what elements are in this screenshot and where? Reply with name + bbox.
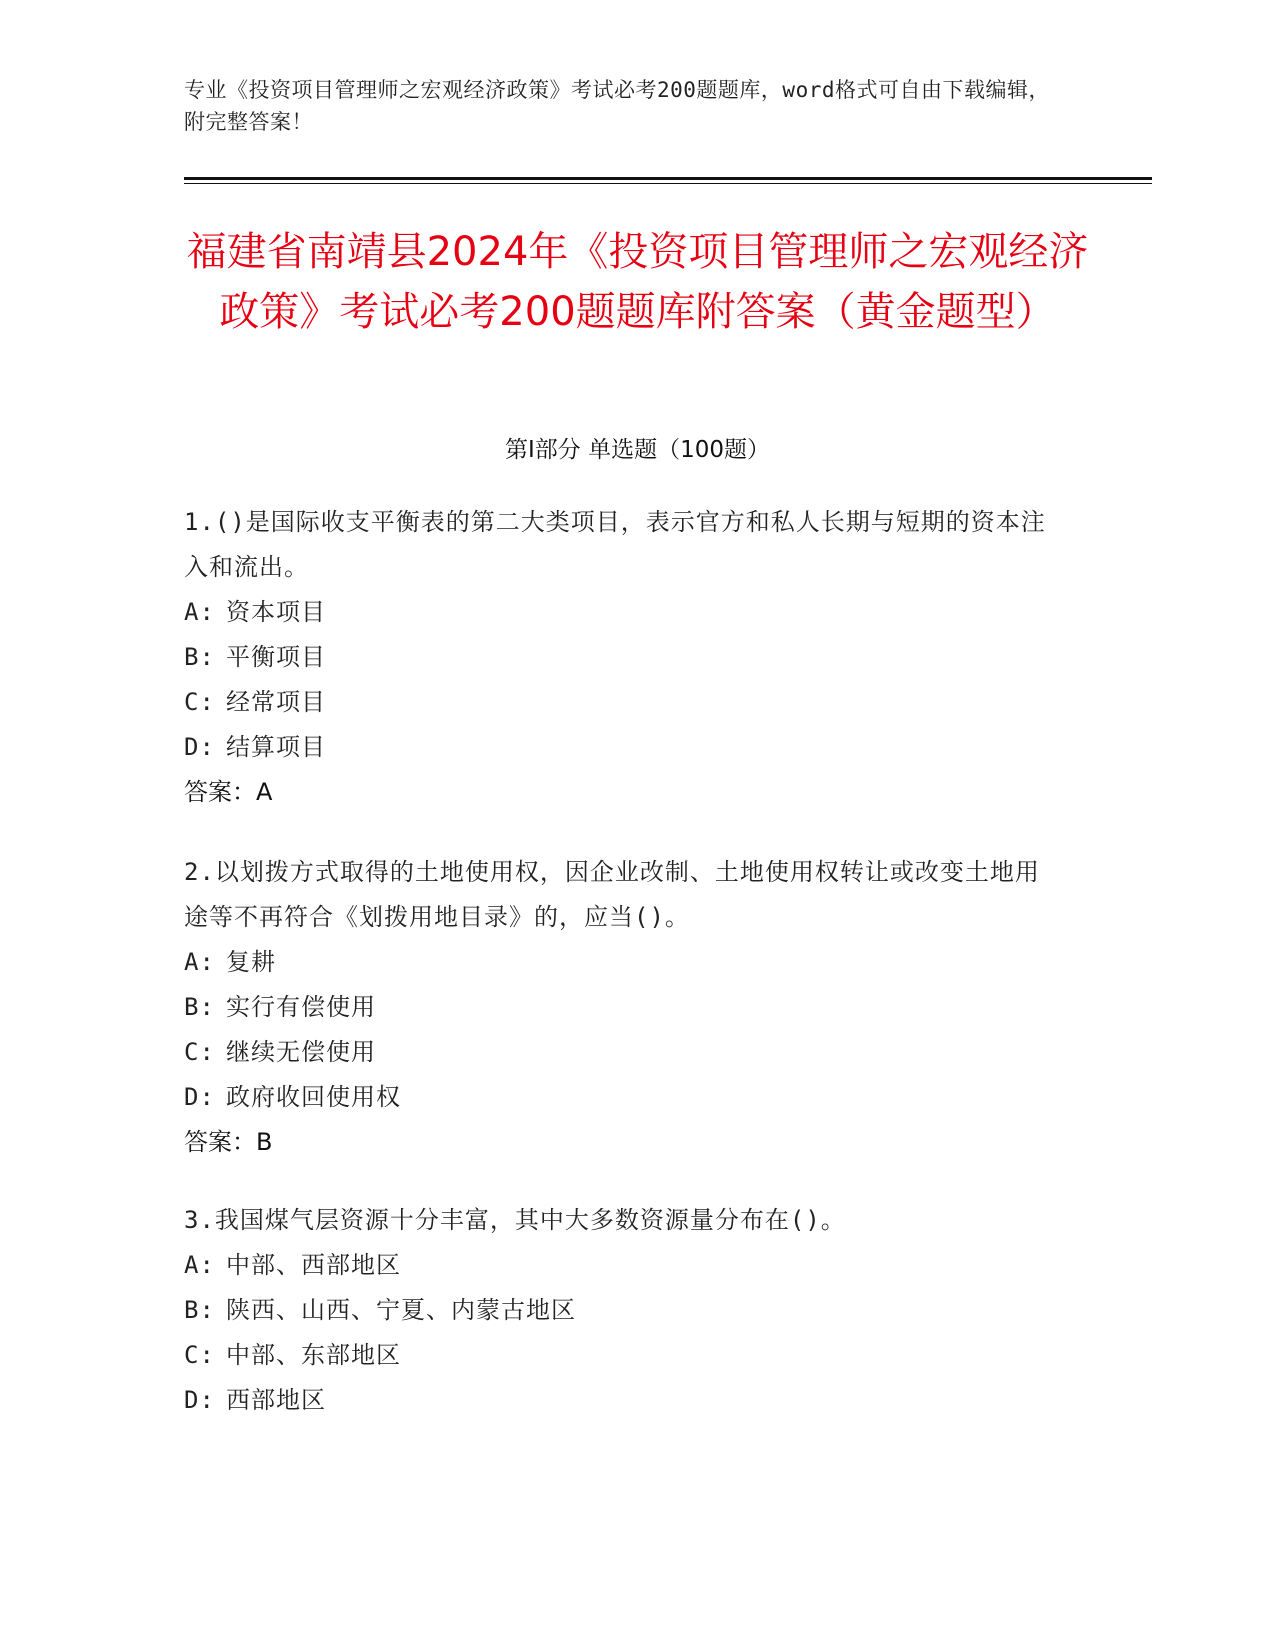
answer: 答案：A xyxy=(184,778,273,806)
option-letter: B: xyxy=(184,643,215,671)
option-text: 平衡项目 xyxy=(226,643,326,671)
option-text: 实行有偿使用 xyxy=(226,993,376,1021)
option-c xyxy=(184,680,1064,725)
option-letter: B: xyxy=(184,1296,215,1324)
option-letter: C: xyxy=(184,688,215,716)
question-1 xyxy=(184,500,1064,815)
option-letter: A: xyxy=(184,948,215,976)
option-letter: C: xyxy=(184,1038,215,1066)
option-letter: D: xyxy=(184,733,215,761)
option-text: 经常项目 xyxy=(226,688,326,716)
document-title: 福建省南靖县2024年《投资项目管理师之宏观经济政策》考试必考200题题库附答案（黄金题型） xyxy=(186,229,1089,335)
option-text: 中部、西部地区 xyxy=(226,1251,401,1279)
option-d xyxy=(184,1075,1064,1120)
option-text: 陕西、山西、宁夏、内蒙古地区 xyxy=(226,1296,576,1324)
option-c xyxy=(184,1333,1064,1378)
option-text: 中部、东部地区 xyxy=(226,1341,401,1369)
option-d xyxy=(184,725,1064,770)
option-text: 政府收回使用权 xyxy=(226,1083,401,1111)
question-stem: 2.以划拨方式取得的土地使用权，因企业改制、土地使用权转让或改变土地用途等不再符合《划拨用地目录》的，应当()。 xyxy=(184,858,1040,931)
option-b xyxy=(184,985,1064,1030)
header-note: 专业《投资项目管理师之宏观经济政策》考试必考200题题库，word格式可自由下载编辑，附完整答案！ xyxy=(184,78,1050,134)
option-text: 西部地区 xyxy=(226,1386,326,1414)
option-letter: D: xyxy=(184,1083,215,1111)
header-rule-thin xyxy=(184,183,1152,184)
option-b xyxy=(184,1288,1064,1333)
option-letter: A: xyxy=(184,1251,215,1279)
question-2 xyxy=(184,850,1064,1165)
option-letter: C: xyxy=(184,1341,215,1369)
option-letter: A: xyxy=(184,598,215,626)
option-text: 继续无偿使用 xyxy=(226,1038,376,1066)
question-stem: 1.()是国际收支平衡表的第二大类项目，表示官方和私人长期与短期的资本注入和流出。 xyxy=(184,508,1046,581)
option-b xyxy=(184,635,1064,680)
option-a xyxy=(184,940,1064,985)
question-stem: 3.我国煤气层资源十分丰富，其中大多数资源量分布在()。 xyxy=(184,1206,846,1234)
option-a xyxy=(184,590,1064,635)
option-a xyxy=(184,1243,1064,1288)
header-rule-thick xyxy=(184,177,1152,180)
option-text: 结算项目 xyxy=(226,733,326,761)
option-d xyxy=(184,1378,1064,1423)
option-letter: B: xyxy=(184,993,215,1021)
section-title: 第Ⅰ部分 单选题（100题） xyxy=(505,437,770,463)
option-text: 资本项目 xyxy=(226,598,326,626)
question-3 xyxy=(184,1198,1064,1423)
option-c xyxy=(184,1030,1064,1075)
answer: 答案：B xyxy=(184,1128,273,1156)
option-letter: D: xyxy=(184,1386,215,1414)
option-text: 复耕 xyxy=(226,948,276,976)
